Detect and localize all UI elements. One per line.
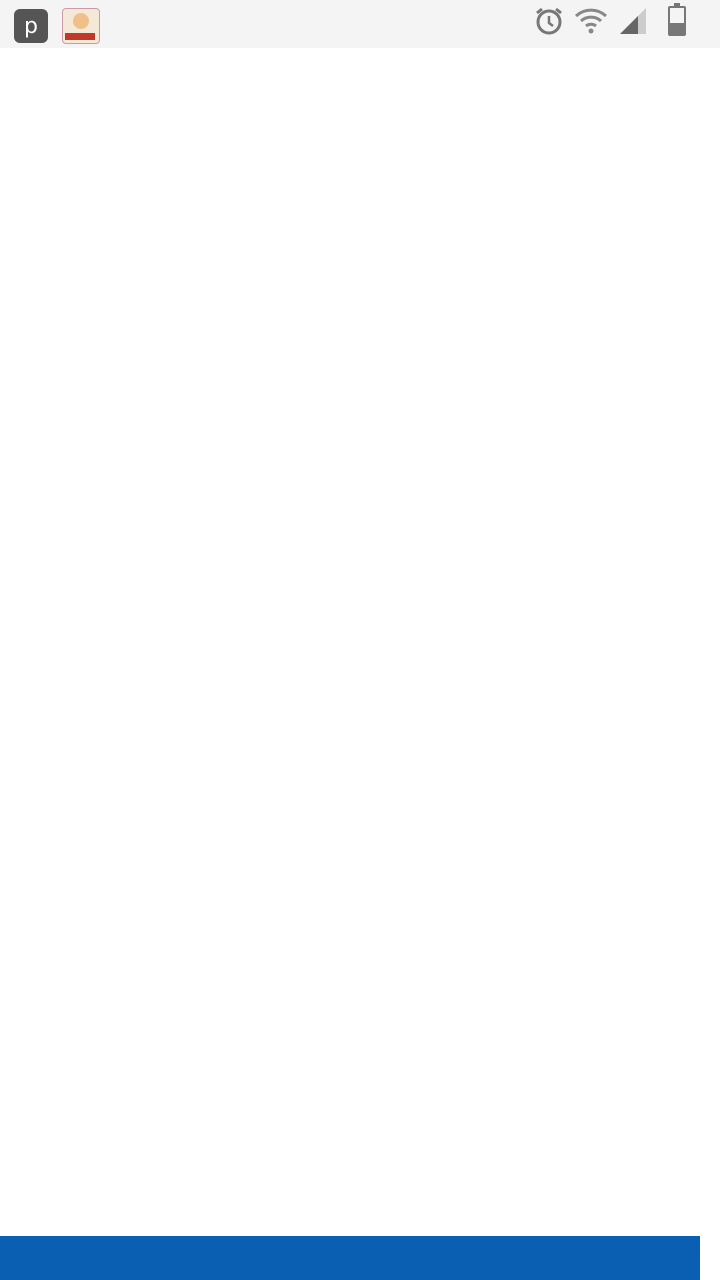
service-center bbox=[130, 1262, 134, 1276]
status-bar bbox=[0, 0, 720, 48]
p-app-icon: p bbox=[14, 9, 48, 43]
signal-icon bbox=[618, 6, 648, 36]
alarm-icon bbox=[534, 6, 564, 36]
battery-icon bbox=[668, 6, 686, 36]
news-app-icon bbox=[62, 8, 100, 44]
site-footer bbox=[0, 1236, 700, 1280]
wifi-icon bbox=[574, 6, 608, 36]
